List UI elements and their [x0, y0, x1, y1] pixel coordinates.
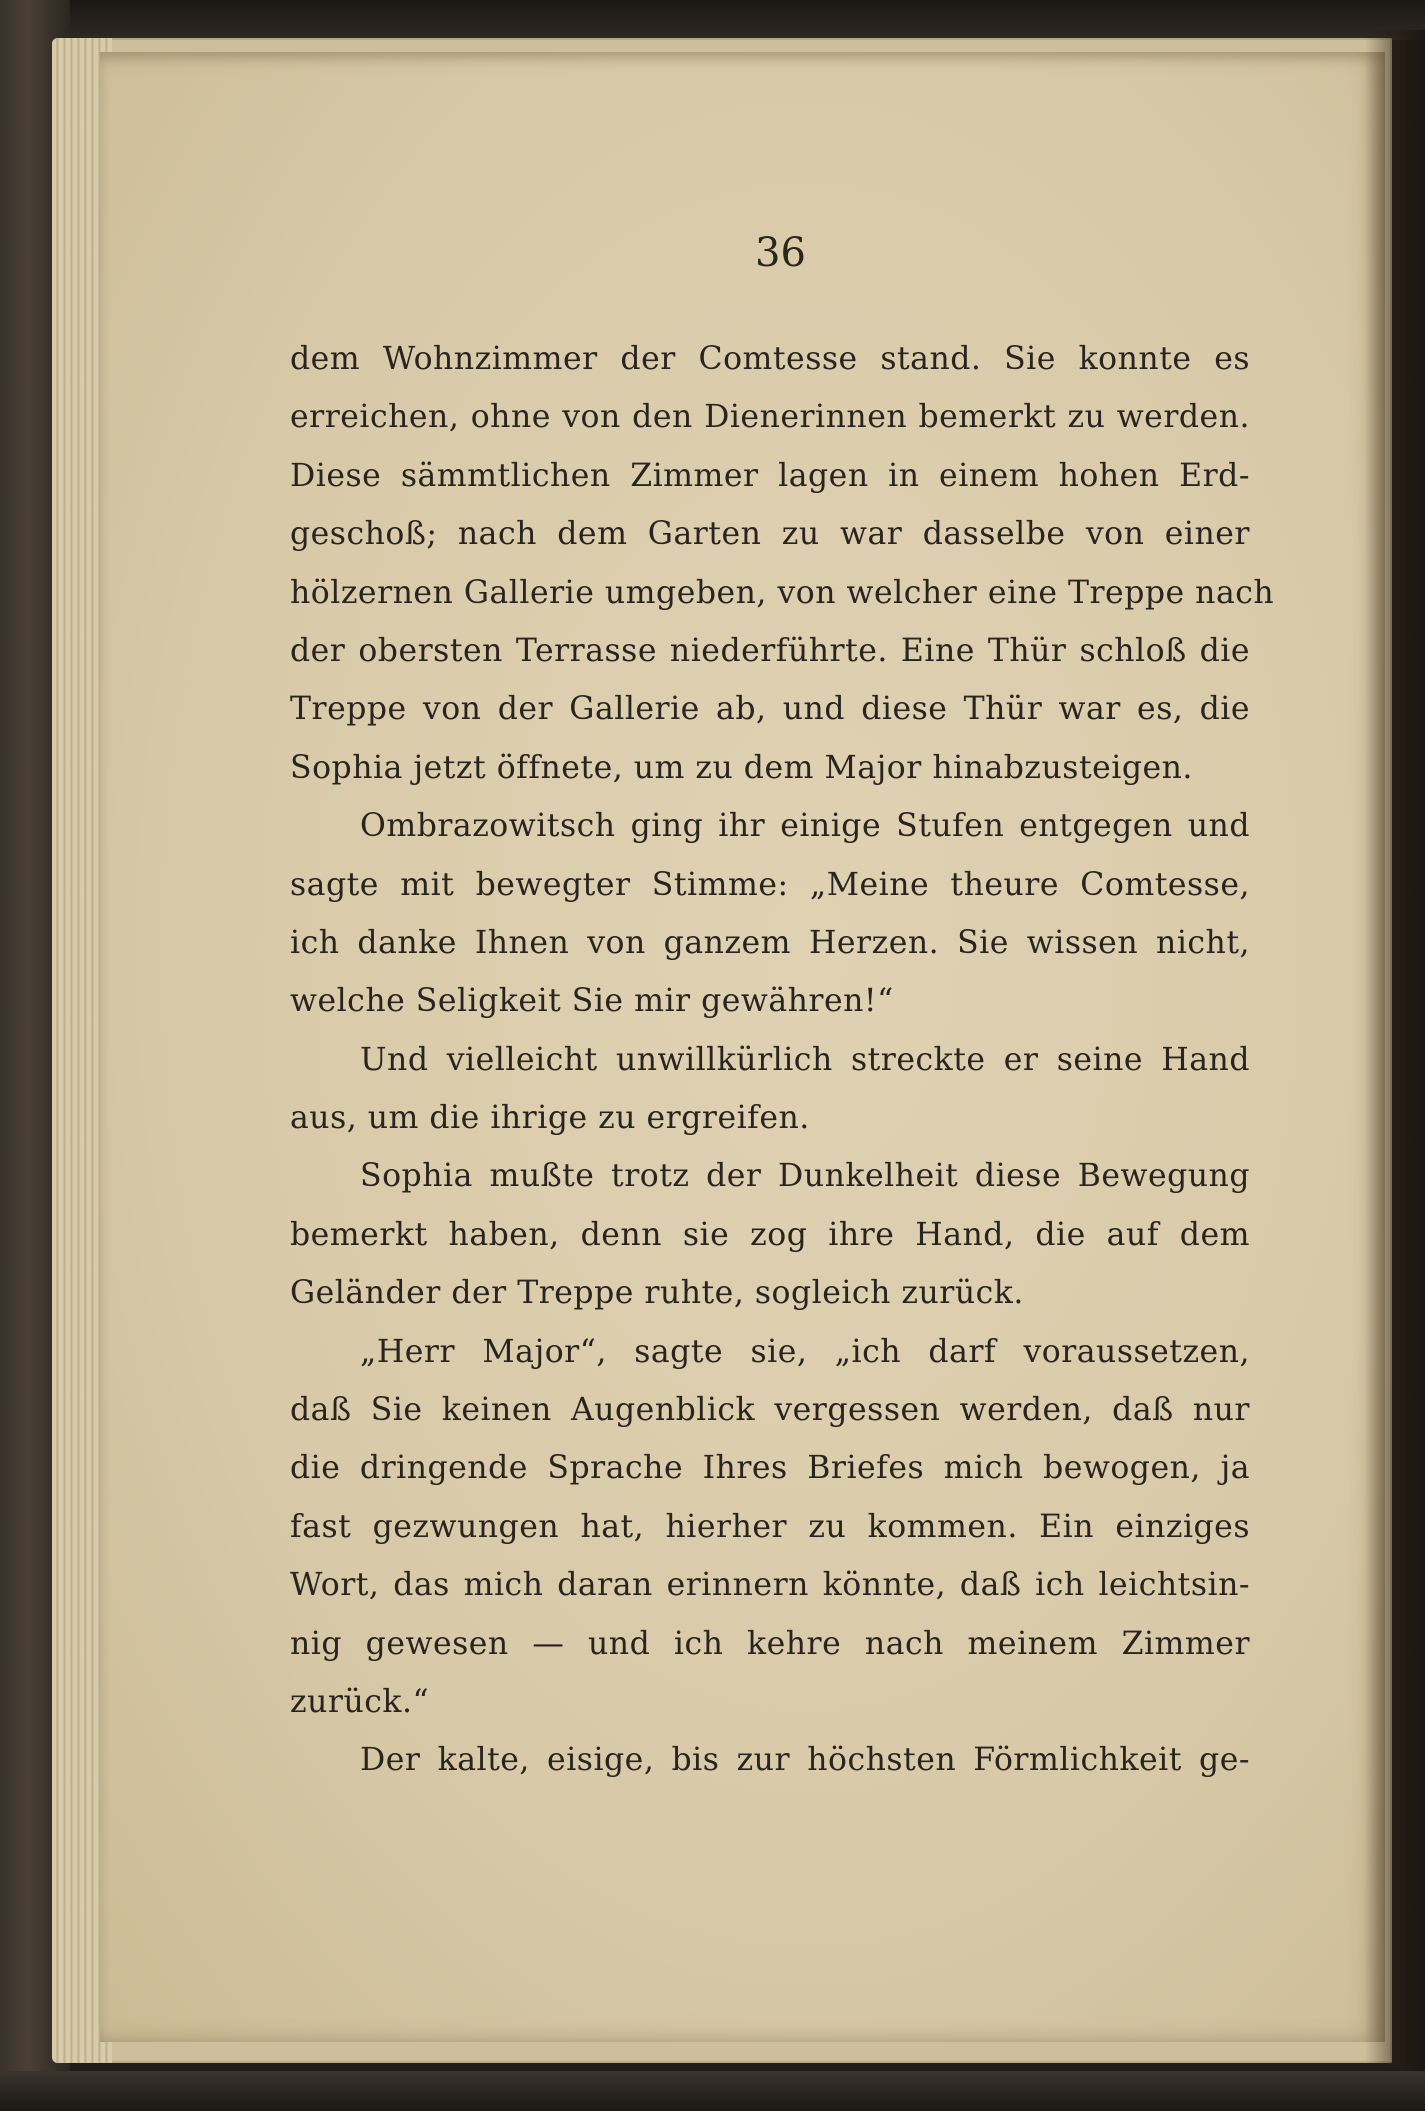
text-line: sagte mit bewegter Stimme: „Meine theure Comtesse, [290, 866, 1250, 903]
cover-bottom-edge [0, 2071, 1425, 2111]
cover-top-edge [0, 0, 1425, 40]
text-line: Und vielleicht unwillkürlich streckte er seine Hand [360, 1041, 1250, 1078]
text-line: aus, um die ihrige zu ergreifen. [290, 1100, 810, 1137]
text-line: die dringende Sprache Ihres Briefes mich bewogen, ja [290, 1450, 1250, 1487]
text-line: zurück.“ [290, 1683, 430, 1720]
text-line: Sophia mußte trotz der Dunkelheit diese Bewegung [360, 1158, 1250, 1195]
text-line: Ombrazowitsch ging ihr einige Stufen entgegen und [360, 808, 1250, 845]
text-line: welche Seligkeit Sie mir gewähren!“ [290, 983, 894, 1020]
text-line: nig gewesen — und ich kehre nach meinem Zimmer [290, 1625, 1250, 1662]
text-line: fast gezwungen hat, hierher zu kommen. Ein einziges [290, 1508, 1250, 1545]
text-line: „Herr Major“, sagte sie, „ich darf voraussetzen, [360, 1333, 1250, 1370]
text-line: der obersten Terrasse niederführte. Eine Thür schloß die [290, 632, 1250, 669]
text-line: dem Wohnzimmer der Comtesse stand. Sie konnte es [290, 341, 1250, 377]
text-line: geschoß; nach dem Garten zu war dasselbe von einer [290, 516, 1250, 553]
text-line: Wort, das mich daran erinnern könnte, daß ich leichtsin- [290, 1567, 1250, 1604]
text-line: hölzernen Gallerie umgeben, von welcher eine Treppe nach [290, 574, 1275, 611]
text-line: Diese sämmtlichen Zimmer lagen in einem hohen Erd- [290, 457, 1250, 494]
text-line: Geländer der Treppe ruhte, sogleich zurück. [290, 1275, 1024, 1312]
text-line: erreichen, ohne von den Dienerinnen bemerkt zu werden. [290, 399, 1250, 436]
page-text [290, 330, 1275, 1790]
text-line: daß Sie keinen Augenblick vergessen werden, daß nur [290, 1392, 1250, 1429]
text-line: Der kalte, eisige, bis zur höchsten Förmlichkeit ge- [360, 1742, 1250, 1779]
text-line: bemerkt haben, denn sie zog ihre Hand, die auf dem [290, 1216, 1250, 1253]
text-line: Treppe von der Gallerie ab, und diese Thür war es, die [290, 691, 1250, 728]
page-number: 36 [755, 230, 806, 276]
text-line: Sophia jetzt öffnete, um zu dem Major hinabzusteigen. [290, 749, 1193, 786]
text-line: ich danke Ihnen von ganzem Herzen. Sie wissen nicht, [290, 924, 1250, 961]
gutter-shadow [1365, 30, 1425, 2080]
